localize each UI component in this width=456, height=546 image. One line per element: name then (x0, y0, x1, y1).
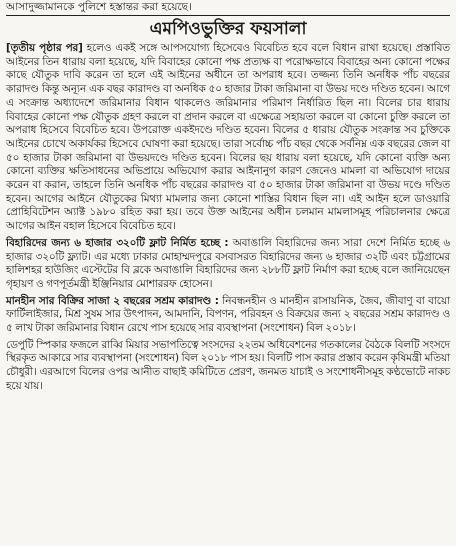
paragraph-bihari-flats (6, 237, 450, 292)
paragraph-text: হলেও একই সঙ্গে আপসযোগ্য হিসেবেও বিবেচিত হবে বলে বিধান রাখা হয়েছে। প্রস্তাবিত আইনের তিন ধারায় বলা হয়েছে, যদি বিবাহের কোনো পক্ষ প্রত্যক্ষ বা পরোক্ষভাবে বিবাহের অন্য কোনো পক্ষের কাছে যৌতুক দাবি করেন তা হলে এই আইনের অধীনে তা অপরাধ হবে। তজ্জন্য তিনি অনধিক পাঁচ বছরের কারাদণ্ড কিন্তু অন্যূন এক বছর কারাদণ্ড বা অনধিক ৫০ হাজার টাকা জরিমানা বা উভয় দণ্ডে দণ্ডিত হবেন। আগে এ সংক্রান্ত অধ্যাদেশে জরিমানার বিধান থাকলেও জরিমানার পরিমাণ নির্ধারিত ছিল না। বিলের চার ধারায় বিবাহের কোনো পক্ষ যৌতুক গ্রহণ করলে বা প্রদান করলে বা এক্ষেত্রে সহায়তা করলে বা কোনো চুক্তি করলে তা অপরাধ হিসেবে বিবেচিত হবে। উপরোক্ত একইদণ্ডে দণ্ডিত হবেন। বিলের ৫ ধারায় যৌতুক সংক্রান্ত সব চুক্তিকে আইনের চোখে অকার্যকর হিসেবে ঘোষণা করা হয়েছে। তারা সর্বোচ্চ পাঁচ বছর থেকে সর্বনিম্ন এক বছরের জেল বা ৫০ হাজার টাকা জরিমানা বা উভয়দণ্ডে দণ্ডিত হবেন। বিলের ছয় ধারায় বলা হয়েছে, যদি কোনো ব্যক্তি অন্য কোনো ব্যক্তির ক্ষতিসাধনের অভিপ্রায়ে অভিযোগ করার আইনানুগ কারণ জেনেও মামলা বা অভিযোগ দায়ের করেন বা করান, তাহলে তিনি অনধিক পাঁচ বছরের কারাদণ্ড বা ৫০ হাজার টাকা জরিমানা বা উভয় দণ্ডে দণ্ডিত হবেন। আগের আইনে যৌতুকের মিথ্যা মামলার জন্য কোনো শাস্তির বিধান ছিল না। এই আইন হলে ডাওয়ারি প্রোহিবিটেশন অ্যাক্ট ১৯৮০ রহিত করা হয়। তবে উক্ত আইনের অধীন চলমান মামলাসমূহ পরিচালনার ক্ষেত্রে আগের আইন বহাল হিসেবে বিবেচিত হবে। (6, 42, 450, 233)
continuation-marker: [তৃতীয় পৃষ্ঠার পর] (6, 42, 83, 54)
paragraph-fertilizer (6, 295, 450, 336)
headline: এমপিওভুক্তির ফয়সালা (149, 19, 307, 39)
paragraph-dowry-bill (6, 42, 450, 234)
paragraph-text: নিবন্ধনহীন ও মানহীন রাসায়নিক, জৈব, জীবাণু বা বায়ো ফার্টিলাইজার, মিশ্র সুষম সার উৎপাদন, আমদানি, বিপণন, পরিবহন ও বিক্রয়ের জন্য ২ বছরের সশ্রম কারাদণ্ড ও ৫ লাখ টাকা জরিমানার বিধান রেখে পাস হয়েছে সার ব্যবস্থাপনা (সংশোধন) বিল ২০১৮। (6, 294, 450, 335)
paragraph-bill-passed: ডেপুটি স্পিকার ফজলে রাব্বি মিয়ার সভাপতিত্বে সংসদের ২২তম অধিবেশনের গতকালের বৈঠকে বিলটি সংসদে স্থিরকৃত আকারে সার ব্যবস্থাপনা (সংশোধন) বিল ২০১৮ পাস হয়। বিলটি পাস করার প্রস্তাব করেন কৃষিমন্ত্রী মতিয়া চৌধুরী। এরআগে বিলের ওপর আনীত বাছাই কমিটিতে প্রেরণ, জনমত যাচাই ও সংশোধনীসমূহ কণ্ঠভোটে নাকচ হয়ে যায়। (6, 338, 450, 392)
subheading-fertilizer-penalty: মানহীন সার বিক্রির সাজা ২ বছরের সশ্রম কারাদণ্ড : (6, 294, 219, 307)
divider-rule (6, 15, 450, 16)
paragraph-text: অবাঙালি বিহারিদের জন্য সারা দেশে নির্মিত হচ্ছে ৬ হাজার ৩২০টি ফ্ল্যাট। এর মধ্যে ঢাকার মোহাম্মদপুরে বসবাসরত বিহারিদের জন্য ৬ হাজার ৩২টি এবং চট্টগ্রামের হালিশহর হাউজিং এস্টেটের বি ব্লকে অবাঙালি বিহারিদের জন্য ২৮৮টি ফ্লাট নির্মাণ করা হচ্ছে বলে জানিয়েছেন গৃহায়ণ ও গণপূর্তমন্ত্রী ইঞ্জিনিয়ার মোশাররফ হোসেন। (6, 236, 450, 290)
subheading-bihari-flats: বিহারিদের জন্য ৬ হাজার ৩২০টি ফ্লাট নির্মিত হচ্ছে : (6, 236, 229, 249)
previous-article-tail: আসাদুজ্জামানকে পুলিশে হস্তান্তর করা হয়েছে। (6, 1, 192, 13)
